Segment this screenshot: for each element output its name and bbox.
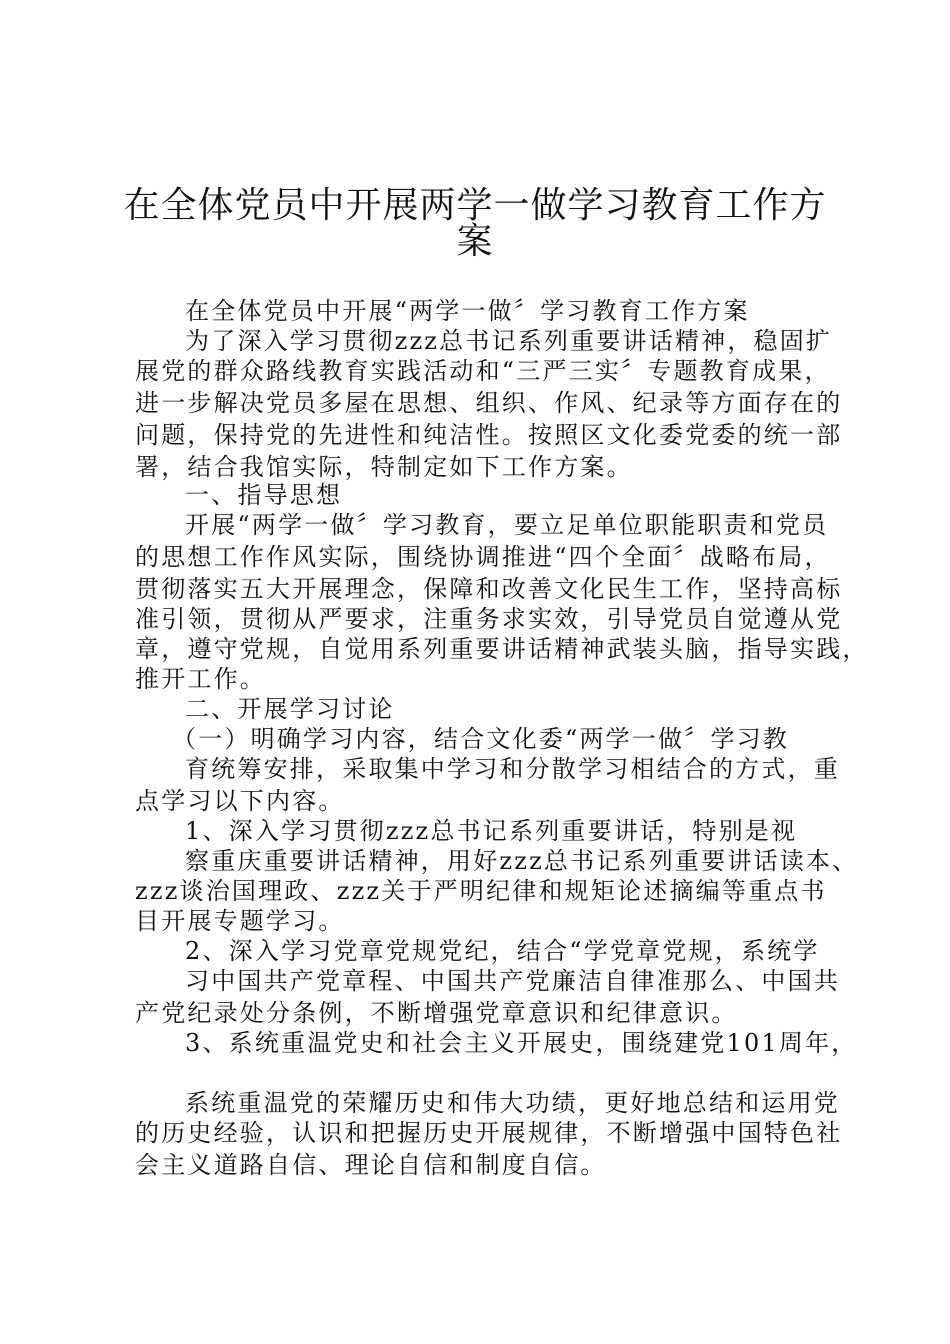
document-title-line-1: 在全体党员中开展两学一做学习教育工作方 [123,185,827,226]
body-line: 署，结合我馆实际，特制定如下工作方案。 [135,453,633,481]
body-line: 准引领，贯彻从严要求，注重务求实效，引导党员自觉遵从党 [135,605,843,633]
body-line: 3、系统重温党史和社会主义开展史，围绕建党101周年， [185,1029,858,1057]
body-line: 的历史经验，认识和把握历史开展规律，不断增强中国特色社 [135,1119,843,1147]
body-line: 1、深入学习贯彻zzz总书记系列重要讲话，特别是视 [185,817,798,845]
body-line: 问题，保持党的先进性和纯洁性。按照区文化委党委的统一部 [135,421,843,449]
body-line: 目开展专题学习。 [135,907,345,935]
body-line: 育统筹安排，采取集中学习和分散学习相结合的方式，重 [185,755,840,783]
body-line: 的思想工作作风实际，围绕协调推进“四个全面〞战略布局， [135,543,831,571]
body-line: 推开工作。 [135,665,266,693]
body-line: 习中国共产党章程、中国共产党廉洁自律准那么、中国共 [185,967,840,995]
section-heading: 二、开展学习讨论 [185,695,395,723]
body-line: 2、深入学习党章党规党纪，结合“学党章党规，系统学 [185,937,820,965]
body-line: （一）明确学习内容，结合文化委“两学一做〞学习教 [172,725,790,753]
body-line: zzz谈治国理政、zzz关于严明纪律和规矩论述摘编等重点书 [135,877,827,905]
body-line: 进一步解决党员多屋在思想、组织、作风、纪录等方面存在的 [135,389,843,417]
section-heading: 一、指导思想 [185,481,343,509]
body-line: 为了深入学习贯彻zzz总书记系列重要讲话精神，稳固扩 [185,327,833,355]
body-line: 贯彻落实五大开展理念，保障和改善文化民生工作，坚持高标 [135,575,843,603]
body-line: 会主义道路自信、理论自信和制度自信。 [135,1151,607,1179]
body-line: 察重庆重要讲话精神，用好zzz总书记系列重要讲话读本、 [185,847,859,875]
body-line: 系统重温党的荣耀历史和伟大功绩，更好地总结和运用党 [185,1089,840,1117]
body-line: 开展“两学一做〞学习教育，要立足单位职能职责和党员 [185,511,829,539]
body-line: 在全体党员中开展“两学一做〞学习教育工作方案 [185,297,750,325]
body-line: 产党纪录处分条例，不断增强党章意识和纪律意识。 [135,999,738,1027]
body-line: 展党的群众路线教育实践活动和“三严三实〞专题教育成果， [135,357,831,385]
document-title-line-2: 案 [456,221,494,262]
body-line: 章，遵守党规，自觉用系列重要讲话精神武装头脑，指导实践， [135,635,869,663]
body-line: 点学习以下内容。 [135,787,345,815]
